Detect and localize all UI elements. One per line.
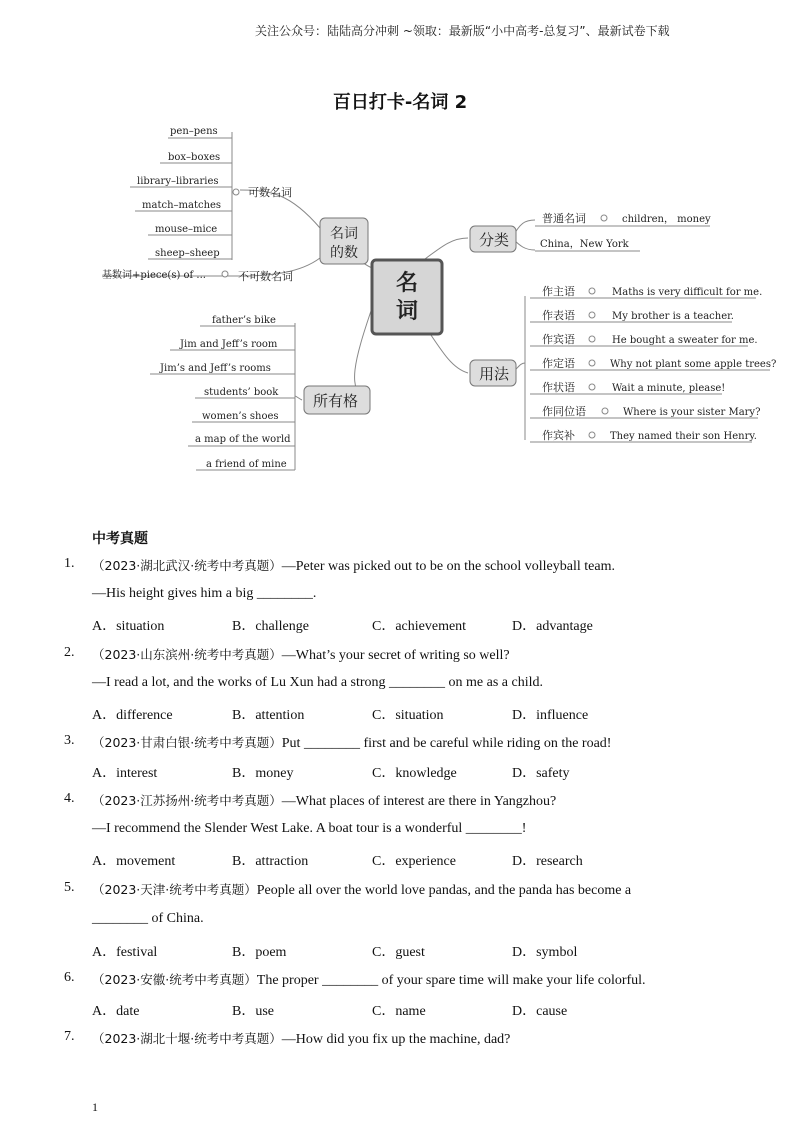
question-line: —His height gives him a big ________. — [92, 586, 317, 601]
option-a[interactable]: A．interest — [92, 766, 158, 781]
question-stem — [92, 1029, 510, 1048]
question-line: —I read a lot, and the works of Lu Xun had a strong ________ on me as a child. — [92, 675, 544, 690]
mm-usage-example: He bought a sweater for me. — [612, 335, 758, 346]
mm-possessive-example: Jim’s and Jeff’s rooms — [160, 363, 271, 374]
mm-count-example: sheep–sheep — [155, 248, 220, 259]
option-b[interactable]: B．attraction — [232, 854, 309, 869]
mm-usage-role: 作定语 — [542, 357, 575, 370]
mm-proper-examples: China，New York — [540, 239, 629, 250]
mm-possessive-label: 所有格 — [313, 392, 359, 410]
mm-usage-role: 作表语 — [542, 309, 575, 322]
option-d[interactable]: D．cause — [512, 1004, 568, 1019]
section-heading: 中考真题 — [92, 531, 148, 547]
mm-count-example: library–libraries — [137, 176, 219, 187]
mm-count-label-2: 的数 — [330, 245, 358, 261]
question-line: ________ of China. — [92, 911, 204, 926]
mm-possessive-example: father’s bike — [212, 315, 276, 326]
option-b[interactable]: B．challenge — [232, 619, 309, 634]
countable-examples — [130, 126, 232, 259]
option-a[interactable]: A．festival — [92, 945, 158, 960]
question-number: 1. — [64, 556, 75, 571]
option-c[interactable]: C．achievement — [372, 619, 467, 634]
option-c[interactable]: C．experience — [372, 854, 456, 869]
option-d[interactable]: D．symbol — [512, 945, 578, 960]
option-d[interactable]: D．advantage — [512, 619, 593, 634]
question-line: —What’s your secret of writing so well? — [281, 648, 510, 663]
mm-usage-example: Maths is very difficult for me. — [612, 287, 763, 298]
question-source: （2023·甘肃白银·统考中考真题） — [92, 735, 282, 750]
question-number: 6. — [64, 970, 75, 985]
mm-usage-example: They named their son Henry. — [610, 431, 757, 442]
possessive-examples — [150, 315, 295, 470]
mm-countable-label: 可数名词 — [248, 186, 292, 199]
mm-common-examples: children， money — [622, 214, 711, 225]
mm-usage-role: 作同位语 — [542, 405, 586, 418]
mm-usage-item — [530, 308, 734, 322]
mm-usage-label: 用法 — [479, 365, 510, 383]
question-line: —How did you fix up the machine, dad? — [281, 1032, 511, 1047]
question-source: （2023·天津·统考中考真题） — [92, 882, 257, 897]
question-stem — [92, 645, 510, 664]
option-b[interactable]: B．use — [232, 1004, 274, 1019]
question-number: 3. — [64, 733, 75, 748]
question-source: （2023·湖北武汉·统考中考真题） — [92, 558, 282, 573]
mm-count-example: match–matches — [142, 200, 222, 211]
option-a[interactable]: A．difference — [92, 708, 173, 723]
mm-usage-example: My brother is a teacher. — [612, 311, 734, 322]
option-a[interactable]: A．date — [92, 1004, 140, 1019]
mm-possessive-example: a friend of mine — [206, 459, 287, 470]
mm-usage-item — [530, 332, 758, 346]
mm-usage-item — [530, 428, 757, 442]
mm-usage-example: Where is your sister Mary? — [623, 407, 761, 418]
option-c[interactable]: C．knowledge — [372, 766, 457, 781]
mm-usage-example: Why not plant some apple trees? — [610, 359, 777, 370]
question-line: The proper ________ of your spare time will make your life colorful. — [256, 973, 646, 988]
mm-usage-role: 作主语 — [542, 285, 575, 298]
mm-uncountable-label: 不可数名词 — [238, 270, 293, 283]
mm-count-label-1: 名词 — [330, 226, 358, 242]
mm-count-example: box–boxes — [168, 152, 221, 163]
mm-center-char-1: 名 — [396, 271, 419, 296]
mm-usage-item — [530, 405, 760, 418]
question-stem — [92, 733, 611, 752]
question-number: 4. — [64, 791, 75, 806]
option-c[interactable]: C．situation — [372, 708, 444, 723]
mm-uncountable-rule: 基数词+piece(s) of ... — [102, 270, 206, 281]
mm-classify-label: 分类 — [479, 231, 510, 249]
mm-usage-item — [530, 380, 725, 394]
option-b[interactable]: B．money — [232, 766, 294, 781]
question-stem — [92, 791, 556, 810]
mm-common-label: 普通名词 — [542, 212, 586, 225]
question-line: —What places of interest are there in Yangzhou? — [281, 794, 557, 809]
mm-usage-item — [530, 285, 762, 298]
option-d[interactable]: D．influence — [512, 708, 589, 723]
mm-usage-item — [530, 357, 776, 370]
mm-possessive-example: students’ book — [204, 387, 279, 398]
option-d[interactable]: D．research — [512, 854, 583, 869]
option-c[interactable]: C．name — [372, 1004, 426, 1019]
question-source: （2023·安徽·统考中考真题） — [92, 972, 257, 987]
page-title: 百日打卡-名词 2 — [332, 92, 468, 113]
question-source: （2023·湖北十堰·统考中考真题） — [92, 1031, 282, 1046]
option-a[interactable]: A．movement — [92, 854, 176, 869]
option-b[interactable]: B．attention — [232, 708, 305, 723]
mm-center-char-2: 词 — [396, 299, 419, 324]
mm-usage-role: 作宾语 — [542, 333, 575, 346]
question-source: （2023·山东滨州·统考中考真题） — [92, 647, 282, 662]
header-note: 关注公众号：陆陆高分冲刺 ~领取：最新版“小中高考-总复习”、最新试卷下载 — [255, 24, 670, 38]
mm-usage-role: 作宾补 — [542, 429, 575, 442]
option-a[interactable]: A．situation — [92, 619, 165, 634]
mm-possessive-example: Jim and Jeff’s room — [180, 339, 278, 350]
page-number: 1 — [92, 1100, 98, 1114]
question-line: People all over the world love pandas, and the panda has become a — [256, 883, 632, 898]
noun-mind-map — [0, 118, 800, 480]
option-d[interactable]: D．safety — [512, 766, 570, 781]
question-number: 5. — [64, 880, 75, 895]
mm-usage-role: 作状语 — [542, 381, 575, 394]
question-line: —I recommend the Slender West Lake. A boat tour is a wonderful ________! — [92, 821, 527, 836]
question-line: Put ________ first and be careful while riding on the road! — [281, 736, 612, 751]
mm-possessive-example: a map of the world — [195, 434, 291, 445]
option-c[interactable]: C．guest — [372, 945, 425, 960]
mm-count-example: mouse–mice — [155, 224, 218, 235]
question-source: （2023·江苏扬州·统考中考真题） — [92, 793, 282, 808]
question-stem — [92, 970, 646, 989]
mm-usage-example: Wait a minute, please! — [612, 383, 726, 394]
question-stem — [92, 556, 615, 575]
question-line: —Peter was picked out to be on the school volleyball team. — [281, 559, 615, 574]
question-stem — [92, 880, 631, 899]
usage-items — [530, 285, 776, 442]
mm-count-example: pen–pens — [170, 126, 218, 137]
option-b[interactable]: B．poem — [232, 945, 287, 960]
mm-possessive-example: women’s shoes — [202, 411, 279, 422]
question-number: 7. — [64, 1029, 75, 1044]
question-number: 2. — [64, 645, 75, 660]
